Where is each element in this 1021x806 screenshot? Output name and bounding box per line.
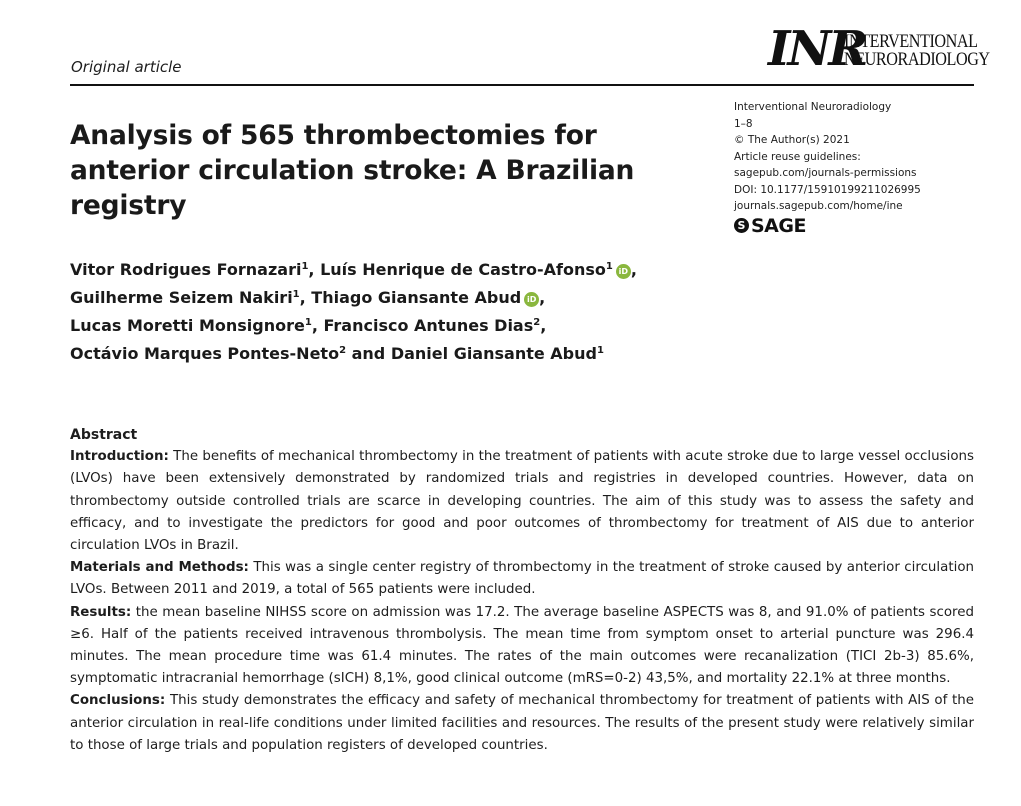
abstract [70, 424, 974, 757]
results-label: Results: [70, 604, 132, 620]
methods-text: This was a single center registry of thrombectomy in the treatment of stroke caused by anterior circulation LVOs. Between 2011 and 2019, a total of 565 patients were included. [70, 560, 974, 598]
author-name: Thiago Giansante Abud [311, 288, 522, 307]
methods-label: Materials and Methods: [70, 560, 249, 576]
publisher-logo [734, 214, 921, 237]
sage-icon: S [734, 218, 749, 233]
affiliation-marker: 1 [304, 317, 312, 328]
author-name: Luís Henrique de Castro-Afonso [320, 260, 606, 279]
conclusions-text: This study demonstrates the efficacy and safety of mechanical thrombectomy for treatment of patients with AIS of the anterior circulation in real-life conditions under limited facilities and resources. The results of the present study were relatively similar to those of large trials and population registers of developed countries. [70, 693, 975, 753]
author-separator: , [630, 260, 637, 279]
author-line [70, 310, 637, 338]
reuse-label: Article reuse guidelines: [734, 150, 861, 163]
copyright: © The Author(s) 2021 [734, 134, 850, 146]
publisher-name: SAGE [751, 214, 806, 237]
author-separator: , [540, 316, 547, 335]
journal-name: Interventional Neuroradiology [734, 101, 892, 113]
author-name: Vitor Rodrigues Fornazari [70, 260, 302, 279]
abstract-methods [70, 557, 974, 601]
abstract-introduction [70, 446, 974, 557]
author-separator: , [311, 316, 318, 335]
author-name: Daniel Giansante Abud [390, 344, 597, 363]
abstract-conclusions [70, 690, 974, 757]
section-label: Original article [71, 58, 182, 76]
affiliation-marker: 1 [596, 345, 604, 356]
article-title: Analysis of 565 thrombectomies for anterior circulation stroke: A Brazilian registry [70, 120, 635, 221]
affiliation-marker: 2 [339, 345, 347, 356]
journal-logo [768, 21, 990, 77]
abstract-heading: Abstract [70, 427, 138, 443]
orcid-icon[interactable]: iD [524, 292, 539, 307]
author-separator: , [539, 288, 546, 307]
reuse-link[interactable]: sagepub.com/journals-permissions [734, 167, 917, 179]
author-line [70, 282, 637, 310]
journal-logo-line1: INTERVENTIONAL [844, 31, 978, 52]
doi[interactable]: DOI: 10.1177/15910199211026995 [734, 183, 921, 196]
results-text: the mean baseline NIHSS score on admission was 17.2. The average baseline ASPECTS was 8, and 91.0% of patients scored ≥6. Half of the patients received intravenous thrombolysis. The mean time from symptom onset to arterial puncture was 296.4 minutes. The mean procedure time was 61.4 minutes. The rates of the main outcomes were recanalization (TICI 2b-3) 85.6%, symptomatic intracranial hemorrhage (sICH) 8,1%, good clinical outcome (mRS=0-2) 43,5%, and mortality 22.1% at three months. [70, 604, 975, 687]
author-line [70, 254, 637, 282]
author-name: Francisco Antunes Dias [323, 316, 534, 335]
author-name: Guilherme Seizem Nakiri [70, 288, 293, 307]
affiliation-marker: 1 [605, 261, 613, 272]
orcid-icon[interactable]: iD [616, 264, 631, 279]
author-separator: , [308, 260, 315, 279]
author-name: Octávio Marques Pontes-Neto [70, 344, 340, 363]
author-separator: , [299, 288, 306, 307]
abstract-results [70, 602, 974, 691]
author-line [70, 338, 637, 366]
affiliation-marker: 1 [292, 289, 300, 300]
journal-meta [734, 99, 921, 237]
journal-link[interactable]: journals.sagepub.com/home/ine [734, 200, 903, 212]
journal-logo-abbrev: INR [768, 21, 866, 77]
author-name: Lucas Moretti Monsignore [70, 316, 305, 335]
introduction-label: Introduction: [70, 449, 169, 465]
affiliation-marker: 2 [533, 317, 541, 328]
affiliation-marker: 1 [301, 261, 309, 272]
header-rule [70, 84, 974, 86]
conclusions-label: Conclusions: [70, 693, 166, 709]
introduction-text: The benefits of mechanical thrombectomy in the treatment of patients with acute stroke due to large vessel occlusions (LVOs) have been extensively demonstrated by randomized trials and registries in developed countries. However, data on thrombectomy outside controlled trials are scarce in developing countries. The aim of this study was to assess the safety and efficacy, and to investigate the predictors for good and poor outcomes of thrombectomy for treatment of AIS due to anterior circulation LVOs in Brazil. [70, 449, 974, 554]
journal-logo-line2: NEURORADIOLOGY [844, 49, 990, 70]
page-range: 1–8 [734, 117, 753, 130]
author-list [70, 254, 637, 366]
author-separator: and [346, 344, 386, 363]
